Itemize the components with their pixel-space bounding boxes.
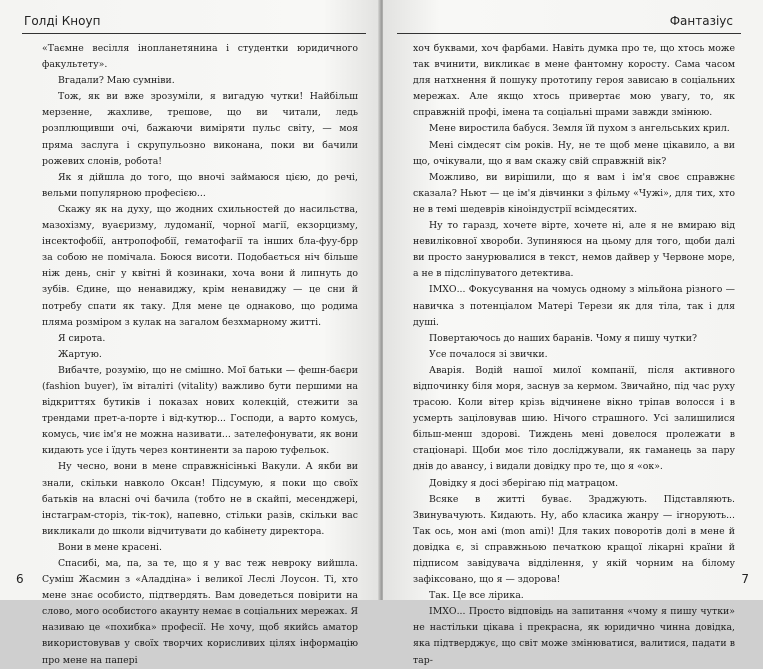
paragraph: ІМХО... Фокусування на чомусь одному з мільйона різного — навичка з потенціалом Матері Терези як для тіла, так і для душі. [413, 284, 735, 328]
page-number: 6 [16, 572, 24, 586]
paragraph: Ну то гаразд, хочете вірте, хочете ні, але я не вмираю від невиліковної хвороби. Зупиняюся на цьому для того, щоби далі ви просто занурювалися в текст, немов дайвер у Червоне море, а не в підсліпуватого детектива. [413, 220, 735, 280]
paragraph: Повертаючось до наших баранів. Чому я пишу чутки? [429, 332, 697, 344]
paragraph: Вони в мене красені. [58, 541, 163, 553]
paragraph: Спасибі, ма, па, за те, що я у вас теж невроку вийшла. Суміш Жасмин з «Аладдіна» і великої Леслі Лоусон. Ті, хто мене знає особисто, підтвердять. Вам доведеться повірити на слово, мого особистого акаунту немає в соціальних мережах. Я називаю це «похибка» професії. Не хочу, щоб якийсь аматор використовував у своїх творчих корисливих цілях інформацію про мене на папері [42, 558, 358, 666]
paragraph: Так. Це все лірика. [429, 590, 524, 602]
paragraph: Ну чесно, вони в мене справжнісінькі Вакули. А якби ви знали, скільки навколо Оксан! Підсумую, я поки що своїх батьків на власні очі бачила (тобто не в скайпі, месенджері, інстаграм-сторіз, тік-ток), напевно, стільки разів, скільки вас викликали до школи відчитувати до кабінету директора. [42, 461, 358, 537]
paragraph: Мене виростила бабуся. Земля їй пухом з ангельських крил. [429, 123, 730, 135]
paragraph: Мені сімдесят сім років. Ну, не те щоб мене цікавило, а ви що, очікували, що я вам скажу свій справжній вік? [413, 139, 735, 167]
paragraph: ІМХО... Просто відповідь на запитання «чому я пишу чутки» не настільки цікава і прекрасна, як юридично чинна довідка, яка підтверджує, що світ може змінюватися, валитися, падати в тар- [413, 606, 735, 666]
running-head-title: Фантазіус [669, 14, 733, 28]
paragraph: Всяке в житті буває. Зраджують. Підставляють. Звинувачують. Кидають. Ну, або класика жанру — ігнорують... Так ось, мон амі (mon ami)! Для таких поворотів долі в мене й довідка є, зі справжньою печаткою кращої лікарні країни й підписом завідувача відділення, у якій чорним на білому зафіксовано, що я — здорова! [413, 493, 735, 586]
left-page [0, 0, 380, 666]
paragraph: Аварія. Водій нашої милої компанії, після активного відпочинку біля моря, заснув за кермом. Звичайно, під час руху трасою. Коли вітер крізь відчинене вікно тріпав волосся і в усмерть заціловував шию. Нічого страшного. Усі залишилися більш-менш здорові. Тиждень мені довелося пролежати в стаціонарі. Щоби моє тіло досліджували, як гаманець за пару днів до авансу, і видали довідку про те, що я «ок». [413, 364, 735, 473]
paragraph: Скажу як на духу, що жодних схильностей до насильства, мазохізму, вуаєризму, лудоманії, чорної магії, екзорцизму, інсектофобії, антропофобії, гематофагії та інших бла-фуу-брр за собою не помічала. Боюся висоти. Подобається ніч більше ніж день, сніг у квітні й козинаки, хоча вони й липнуть до зубів. Єдине, що ненавиджу, крім ненавиджу — це сни й потребу спати як таку. Для мене це однаково, що родима пляма розміром з кулак на загалом безхмарному житті. [42, 203, 358, 328]
paragraph: Усе почалося зі звички. [429, 348, 548, 360]
header-rule [22, 33, 366, 34]
paragraph: Можливо, ви вирішили, що я вам і ім'я своє справжнє сказала? Ньют — це ім'я дівчинки з фільму «Чужі», для тих, хто не в темі шедеврів кіноіндустрії всімдесятих. [413, 171, 735, 215]
paragraph: Як я дійшла до того, що вночі займаюся цією, до речі, вельми популярною професією... [42, 171, 358, 199]
paragraph: Я сирота. [58, 332, 106, 344]
paragraph: Вибачте, розумію, що не смішно. Мої батьки — фешн-баєри (fashion buyer), їм віталіті (vitality) важливо бути першими на відкриттях бутиків і показах нових колекцій, стежити за трендами прет-а-порте і від-кутюр... Господи, а варто комусь, комусь, чиє ім'я не можна називати... зателефонувати, як вони кидають усе і їдуть через континенти за парою туфельок. [42, 364, 358, 457]
right-page [383, 0, 763, 666]
right-page-body [413, 41, 735, 669]
paragraph: Вгадали? Маю сумніви. [58, 75, 175, 87]
running-head-author: Голді Кноуп [24, 14, 101, 28]
header-rule [397, 33, 741, 34]
paragraph: Довідку я досі зберігаю під матрацом. [429, 477, 619, 489]
paragraph: Жартую. [58, 348, 102, 360]
paragraph: «Таємне весілля інопланетянина і студентки юридичного факультету». [42, 43, 358, 71]
left-page-body [42, 41, 358, 669]
page-number: 7 [741, 572, 749, 586]
paragraph: Тож, як ви вже зрозуміли, я вигадую чутки! Найбільш мерзенне, жахливе, трешове, що ви читали, ледь розплющивши очі, бажаючи виміряти пульс світу, — моя прямa заслуга і скрупульозно виконана, поки ви бачили рожевих слонів, робота! [42, 91, 358, 167]
paragraph: хоч буквами, хоч фарбами. Навіть думка про те, що хтось може так вчинити, викликає в мене фантомну коросту. Сама часом для натхнення й пошуку прототипу героя зависаю в соціальних мережах. Але якщо хтось привертає мою увагу, то, як справжній профі, імена та соціальні шрами завжди змінюю. [413, 43, 735, 119]
